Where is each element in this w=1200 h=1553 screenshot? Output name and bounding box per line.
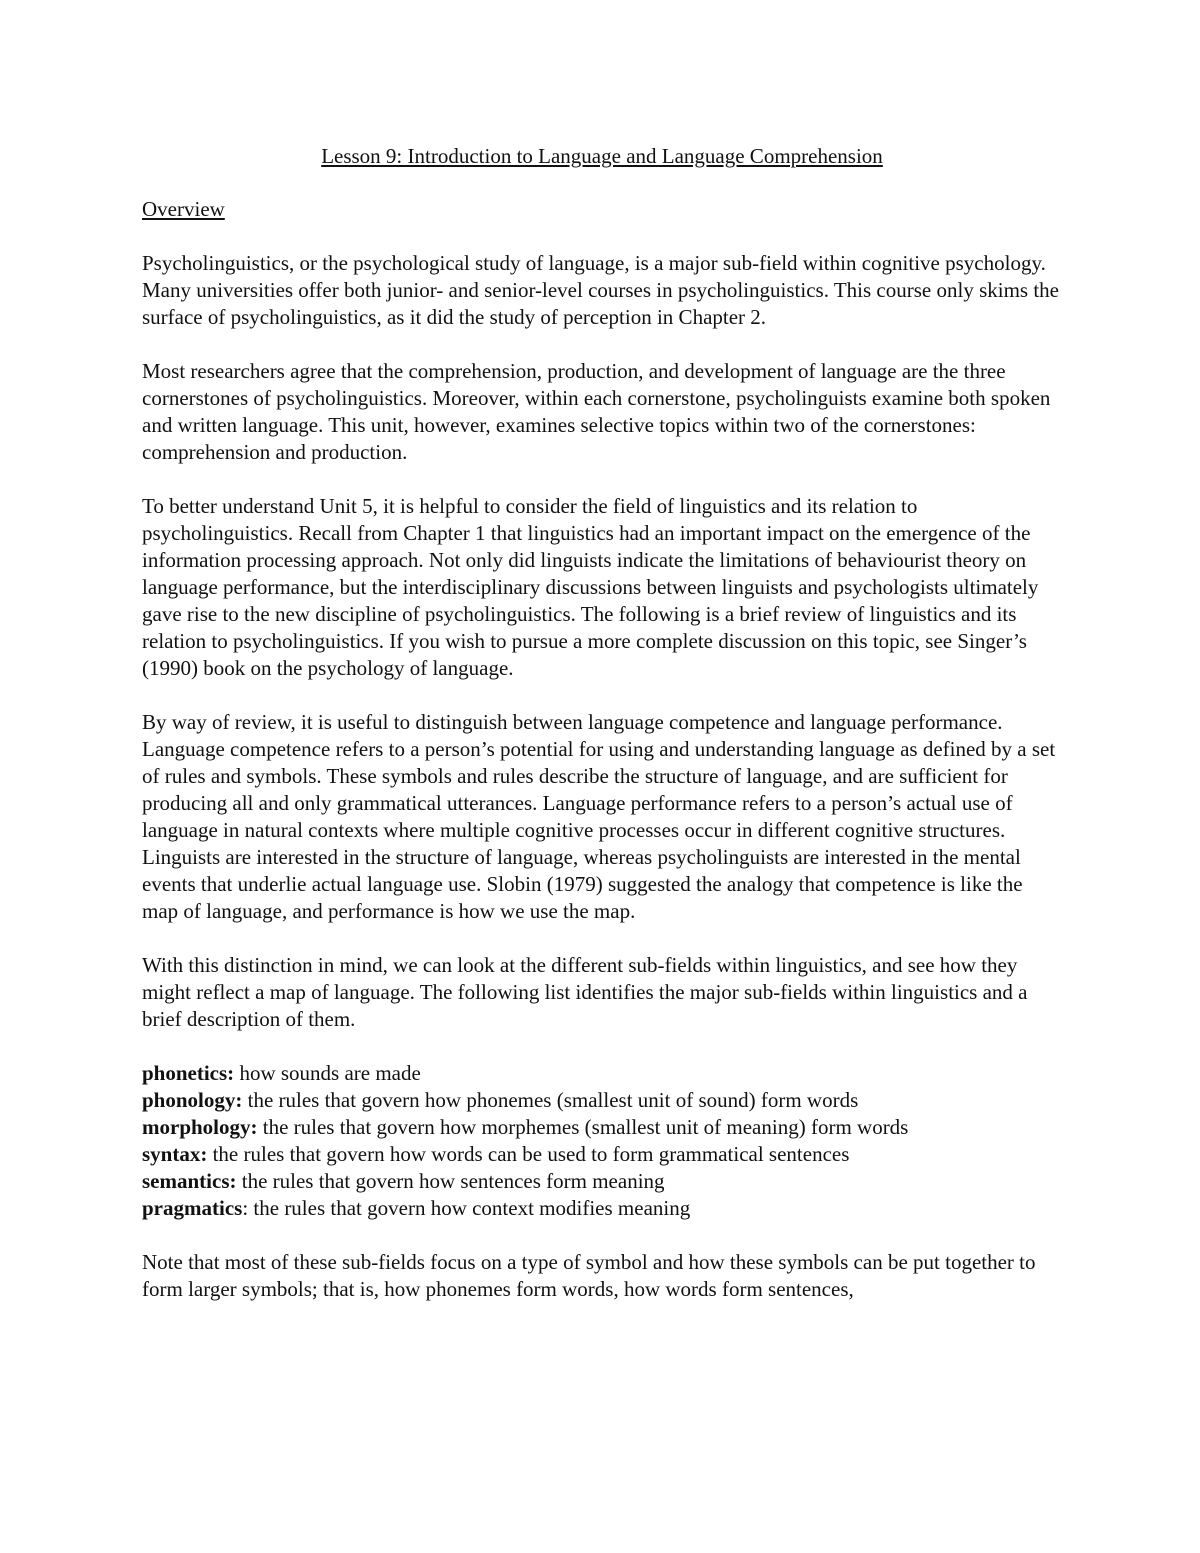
paragraph: To better understand Unit 5, it is helpful to consider the field of linguistics and its relation to psycholinguistics. Recall from Chapter 1 that linguistics had an important impact on the emergence of the information processing approach. Not only did linguists indicate the limitations of behaviourist theory on language performance, but the interdisciplinary discussions between linguists and psychologists ultimately gave rise to the new discipline of psycholinguistics. The following is a brief review of linguistics and its relation to psycholinguistics. If you wish to pursue a more complete discussion on this topic, see Singer’s (1990) book on the psychology of language. (142, 494, 1039, 680)
document-page (142, 138, 1062, 1303)
closing-paragraph: Note that most of these sub-fields focus on a type of symbol and how these symbols can be put together to form larger symbols; that is, how phonemes form words, how words form sentences, (142, 1250, 1036, 1301)
term-definition: the rules that govern how sentences form meaning (236, 1169, 665, 1193)
list-item (142, 1195, 1062, 1222)
document-title: Lesson 9: Introduction to Language and Language Comprehension (321, 144, 883, 168)
term-label: pragmatics (142, 1196, 243, 1220)
list-item (142, 1087, 1062, 1114)
paragraph: With this distinction in mind, we can look at the different sub-fields within linguistics, and see how they might reflect a map of language. The following list identifies the major sub-fields within linguistics and a brief description of them. (142, 953, 1028, 1031)
term-definition: : the rules that govern how context modifies meaning (242, 1196, 691, 1220)
list-item (142, 1168, 1062, 1195)
list-item (142, 1060, 1062, 1087)
term-definition: the rules that govern how morphemes (smallest unit of meaning) form words (257, 1115, 909, 1139)
term-label: phonology: (142, 1088, 243, 1112)
term-label: morphology: (142, 1115, 258, 1139)
term-label: semantics: (142, 1169, 237, 1193)
paragraph: Most researchers agree that the comprehension, production, and development of language are the three cornerstones of psycholinguistics. Moreover, within each cornerstone, psycholinguists examine both spoken and written language. This unit, however, examines selective topics within two of the cornerstones: comprehension and production. (142, 359, 1051, 464)
paragraph: By way of review, it is useful to distinguish between language competence and language performance. Language competence refers to a person’s potential for using and understanding language as defined by a set of rules and symbols. These symbols and rules describe the structure of language, and are sufficient for producing all and only grammatical utterances. Language performance refers to a person’s actual use of language in natural contexts where multiple cognitive processes occur in different cognitive structures. Linguists are interested in the structure of language, whereas psycholinguists are interested in the mental events that underlie actual language use. Slobin (1979) suggested the analogy that competence is like the map of language, and performance is how we use the map. (142, 710, 1056, 923)
term-label: syntax: (142, 1142, 208, 1166)
linguistics-subfield-list (142, 1060, 1062, 1222)
term-definition: the rules that govern how phonemes (smallest unit of sound) form words (242, 1088, 859, 1112)
section-heading-overview: Overview (142, 197, 225, 221)
term-label: phonetics: (142, 1061, 235, 1085)
paragraph: Psycholinguistics, or the psychological study of language, is a major sub-field within cognitive psychology. Many universities offer both junior- and senior-level courses in psycholinguistics. This course only skims the surface of psycholinguistics, as it did the study of perception in Chapter 2. (142, 251, 1059, 329)
list-item (142, 1141, 1062, 1168)
term-definition: the rules that govern how words can be used to form grammatical sentences (207, 1142, 850, 1166)
list-item (142, 1114, 1062, 1141)
term-definition: how sounds are made (234, 1061, 421, 1085)
